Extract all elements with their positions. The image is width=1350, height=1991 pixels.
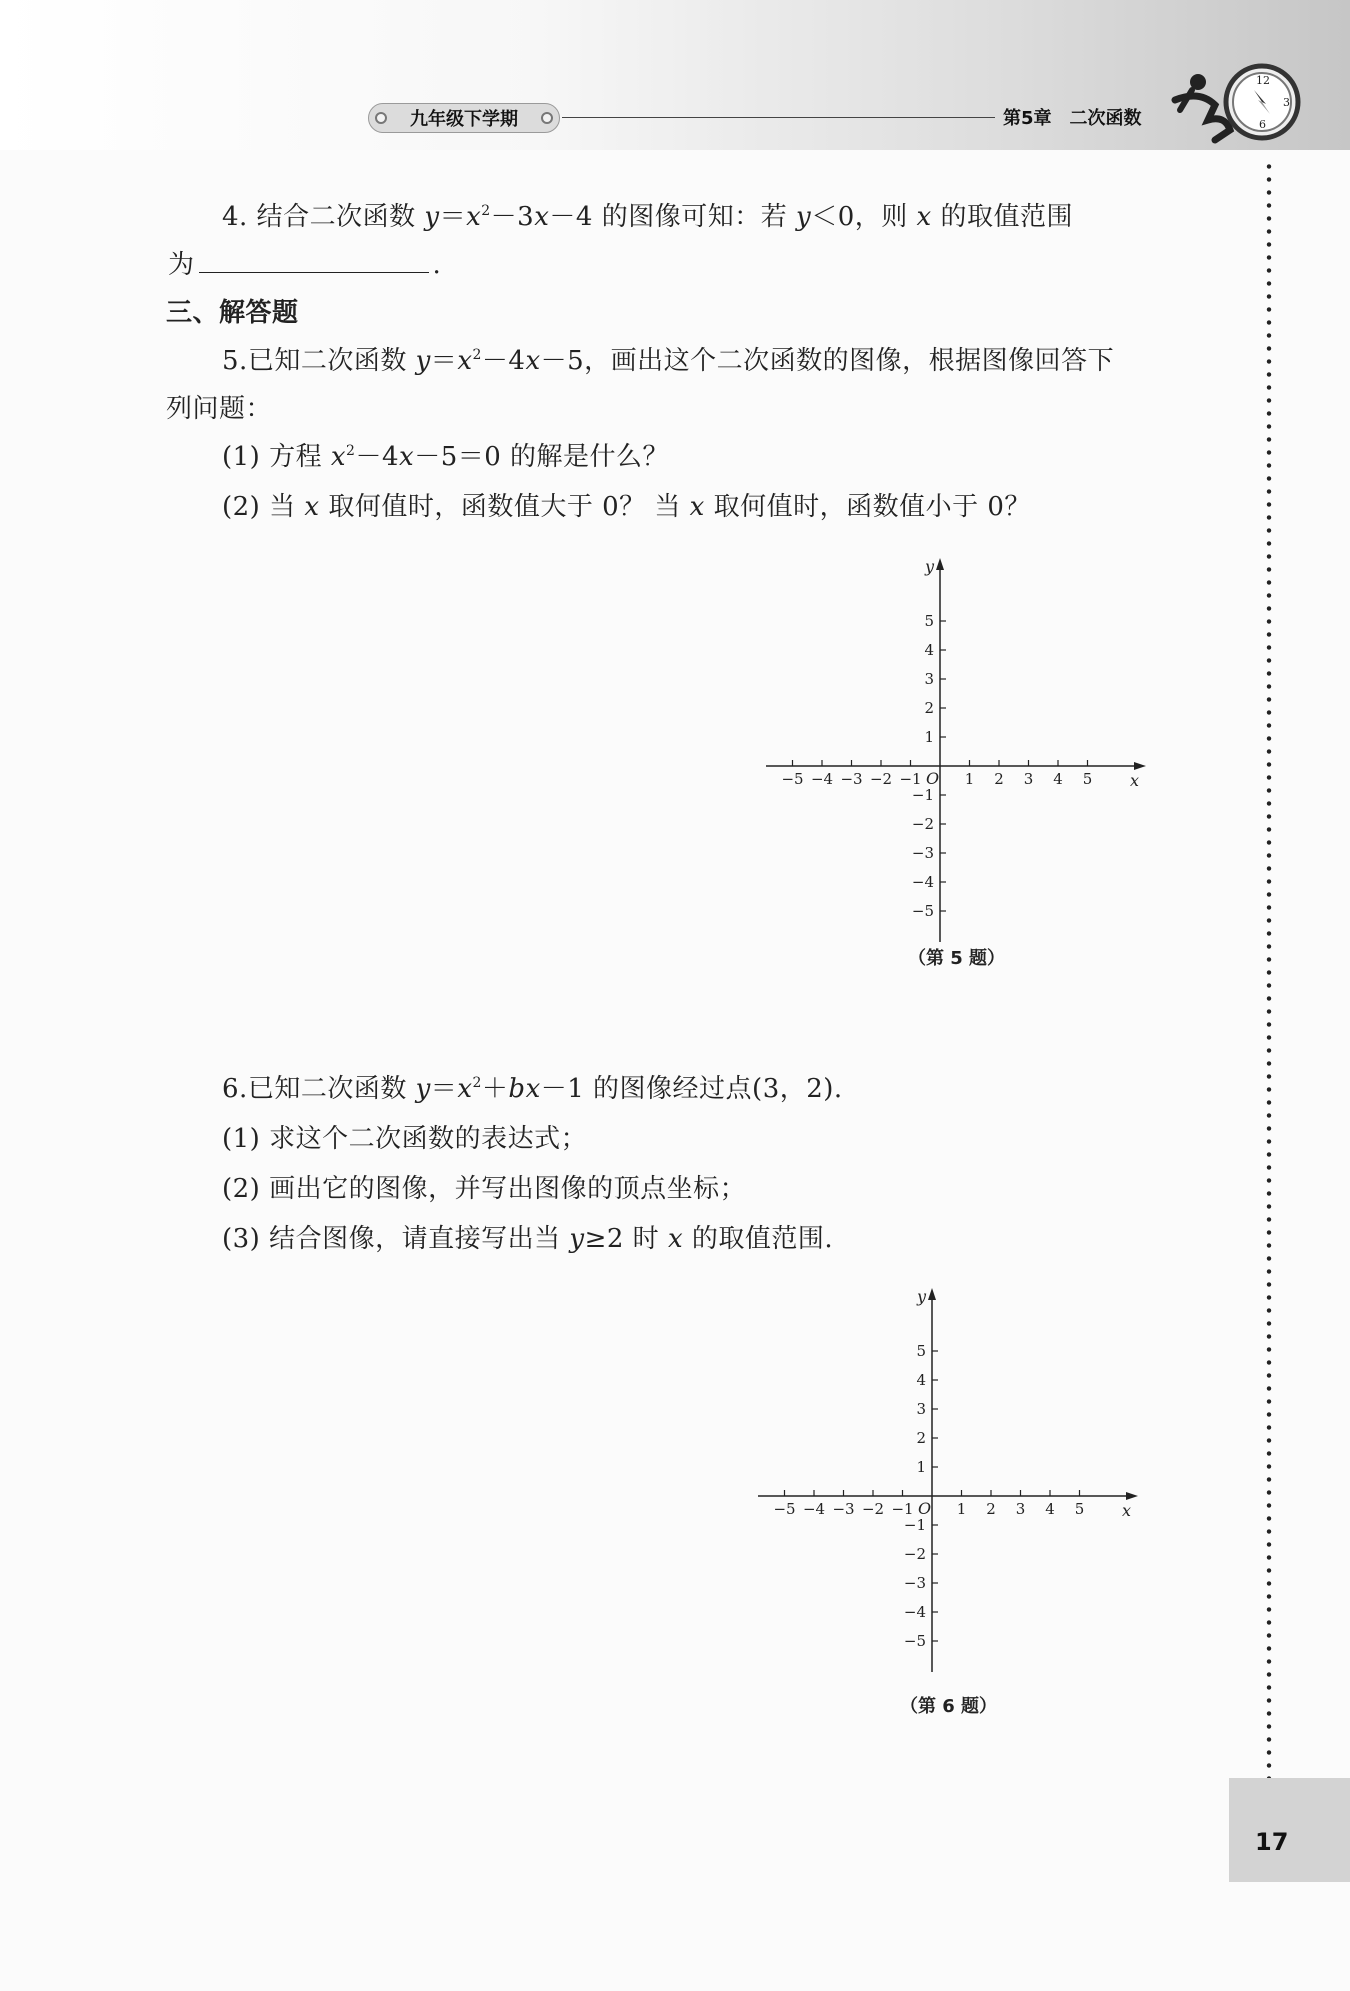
margin-dotted-line xyxy=(1266,160,1272,1785)
q6-var-x2: x xyxy=(525,1074,541,1104)
q5-x-tick-label: 1 xyxy=(964,770,975,788)
badge-right-dot xyxy=(541,112,553,124)
q5-y-tick-label: 5 xyxy=(924,612,934,630)
q5-exponent: 2 xyxy=(472,347,482,363)
q5-part2-x2: x xyxy=(689,492,705,522)
q4-term: －3 xyxy=(490,202,535,232)
svg-text:3: 3 xyxy=(1283,96,1290,109)
q6-x-tick-label: −3 xyxy=(832,1500,855,1518)
q6-x-label: x xyxy=(1122,1501,1132,1520)
q5-y-tick-label: −3 xyxy=(911,844,934,862)
q5-x-tick-label: −2 xyxy=(869,770,893,788)
q6-var-b: b xyxy=(508,1074,526,1104)
q5-part2-a: (2) 当 xyxy=(222,492,296,522)
header-band xyxy=(0,0,1350,150)
q5-y-tick-label: 3 xyxy=(924,670,934,688)
q4-prefix: 为 xyxy=(168,250,195,280)
q6-y-tick-label: −4 xyxy=(903,1603,926,1621)
q5-x-tick-label: 5 xyxy=(1082,770,1093,788)
q4-equals: ＝ xyxy=(439,202,467,232)
q6-origin-label: O xyxy=(918,1499,932,1518)
q5-y-tick-label: −4 xyxy=(911,873,934,891)
q5-text: 已知二次函数 xyxy=(247,346,407,376)
q5-y-arrow-icon xyxy=(936,558,944,570)
grade-badge xyxy=(368,103,560,133)
q5-y-tick-label: −5 xyxy=(911,902,934,920)
q5-text2: －5，画出这个二次函数的图像，根据图像回答下 xyxy=(540,346,1115,376)
q5-part1-rest: －5＝0 的解是什么？ xyxy=(414,442,670,472)
q5-number: 5. xyxy=(222,346,248,376)
q5-x-tick-label: −1 xyxy=(899,770,922,788)
q5-part1-exponent: 2 xyxy=(346,443,356,459)
q5-x-tick-label: 2 xyxy=(994,770,1004,788)
q6-y-tick-label: 1 xyxy=(916,1458,926,1476)
q4-text: 结合二次函数 xyxy=(256,202,416,232)
chapter-title: 二次函数 xyxy=(1069,108,1142,129)
q6-x-tick-label: −5 xyxy=(773,1500,796,1518)
q6-x-arrow-icon xyxy=(1126,1492,1138,1500)
q5-term: －4 xyxy=(481,346,526,376)
q6-part1: (1) 求这个二次函数的表达式； xyxy=(222,1124,588,1154)
q4-line2 xyxy=(168,244,441,281)
q4-number: 4. xyxy=(222,202,248,232)
q4-condition: ＜0，则 xyxy=(811,202,908,232)
q4-answer-blank[interactable] xyxy=(199,271,429,273)
q4-constant: －4 xyxy=(549,202,593,232)
q4-line1 xyxy=(222,196,1073,233)
q5-y-tick-label: 1 xyxy=(924,728,934,746)
q5-x-label: x xyxy=(1130,771,1140,790)
q5-line2: 列问题： xyxy=(166,394,273,424)
q6-x-tick-label: −2 xyxy=(861,1500,885,1518)
q5-y-tick-label: 2 xyxy=(924,699,934,717)
q6-x-tick-label: 5 xyxy=(1074,1500,1085,1518)
q5-coordinate-grid[interactable] xyxy=(760,550,1160,950)
q6-y-tick-label: −2 xyxy=(903,1545,926,1563)
chapter-heading xyxy=(1003,104,1142,130)
q5-part2-x: x xyxy=(304,492,320,522)
q5-part1-x2: x xyxy=(399,442,415,472)
q6-part3-b: ≥2 时 xyxy=(584,1224,660,1254)
q5-y-tick-label: −2 xyxy=(911,815,934,833)
q4-exponent: 2 xyxy=(481,203,491,219)
q6-x-tick-label: −1 xyxy=(891,1500,914,1518)
q6-part3 xyxy=(222,1218,833,1255)
q5-part1-term: －4 xyxy=(355,442,400,472)
q4-text3: 的取值范围 xyxy=(940,202,1073,232)
q6-x-tick-label: 3 xyxy=(1015,1500,1026,1518)
q4-var-x: x xyxy=(466,202,482,232)
q6-equals: ＝ xyxy=(430,1074,458,1104)
section-heading: 三、解答题 xyxy=(166,298,299,328)
q5-origin-label: O xyxy=(926,769,940,788)
q6-part3-x: x xyxy=(667,1224,684,1254)
q6-y-tick-label: 5 xyxy=(916,1342,926,1360)
q4-period: . xyxy=(432,250,442,280)
page-number-tab xyxy=(1229,1778,1350,1882)
q5-var-y: y xyxy=(415,346,431,376)
q6-y-tick-label: 2 xyxy=(916,1429,926,1447)
q5-equals: ＝ xyxy=(430,346,458,376)
q5-x-tick-label: −3 xyxy=(840,770,863,788)
q6-x-tick-label: 1 xyxy=(956,1500,967,1518)
q5-part1-x: x xyxy=(330,442,347,472)
q6-y-tick-label: −3 xyxy=(903,1574,926,1592)
q5-part1-label: (1) 方程 xyxy=(222,442,323,472)
q6-number: 6. xyxy=(222,1074,248,1104)
q6-plus: ＋ xyxy=(481,1074,509,1104)
chapter-number: 第5章 xyxy=(1003,108,1052,129)
header-rule xyxy=(562,117,995,118)
q6-x-tick-label: 2 xyxy=(986,1500,996,1518)
q6-y-tick-label: 3 xyxy=(916,1400,926,1418)
q6-text: 已知二次函数 xyxy=(247,1074,407,1104)
q5-y-tick-label: −1 xyxy=(911,786,934,804)
q5-x-arrow-icon xyxy=(1134,762,1146,770)
q4-var-x2: x xyxy=(534,202,550,232)
q6-var-x: x xyxy=(457,1074,473,1104)
svg-text:6: 6 xyxy=(1259,118,1266,131)
q5-part2 xyxy=(222,486,1031,523)
q6-x-tick-label: −4 xyxy=(802,1500,826,1518)
page-number: 17 xyxy=(1255,1828,1289,1856)
q5-x-tick-label: 4 xyxy=(1053,770,1063,788)
q6-coordinate-grid[interactable] xyxy=(752,1280,1152,1680)
q6-part2: (2) 画出它的图像，并写出图像的顶点坐标； xyxy=(222,1174,747,1204)
badge-left-dot xyxy=(375,112,387,124)
q5-part1 xyxy=(222,436,669,473)
q6-part3-y: y xyxy=(569,1224,585,1254)
q6-rest: －1 的图像经过点(3，2). xyxy=(540,1074,843,1104)
q6-x-tick-label: 4 xyxy=(1045,1500,1055,1518)
q6-y-tick-label: −5 xyxy=(903,1632,926,1650)
q6-var-y: y xyxy=(415,1074,431,1104)
svg-text:12: 12 xyxy=(1256,74,1270,87)
q6-line1 xyxy=(222,1068,843,1105)
q4-cond-y: y xyxy=(795,202,812,232)
q5-x-tick-label: 3 xyxy=(1023,770,1034,788)
q6-part3-c: 的取值范围. xyxy=(691,1224,834,1254)
q6-part3-a: (3) 结合图像，请直接写出当 xyxy=(222,1224,561,1254)
q5-var-x2: x xyxy=(525,346,541,376)
q5-y-tick-label: 4 xyxy=(924,641,934,659)
q6-y-label: y xyxy=(917,1287,927,1306)
q5-part2-c: 取何值时，函数值小于 0？ xyxy=(713,492,1031,522)
q6-caption: （第 6 题） xyxy=(900,1696,998,1717)
q5-x-tick-label: −5 xyxy=(781,770,804,788)
q5-x-tick-label: −4 xyxy=(810,770,834,788)
q5-caption: （第 5 题） xyxy=(908,948,1006,969)
q4-var-y: y xyxy=(424,202,440,232)
q5-line1 xyxy=(222,340,1114,377)
q6-y-tick-label: −1 xyxy=(903,1516,926,1534)
q6-exponent: 2 xyxy=(472,1075,482,1091)
q4-text2: 的图像可知：若 xyxy=(601,202,788,232)
runner-clock-logo-icon xyxy=(1170,60,1310,150)
q5-y-label: y xyxy=(925,557,935,576)
q4-cond-x: x xyxy=(916,202,932,232)
grade-label: 九年级下学期 xyxy=(410,109,518,130)
q6-y-arrow-icon xyxy=(928,1288,936,1300)
q5-part2-b: 取何值时，函数值大于 0？ 当 xyxy=(328,492,681,522)
q6-y-tick-label: 4 xyxy=(916,1371,926,1389)
q5-var-x: x xyxy=(457,346,473,376)
